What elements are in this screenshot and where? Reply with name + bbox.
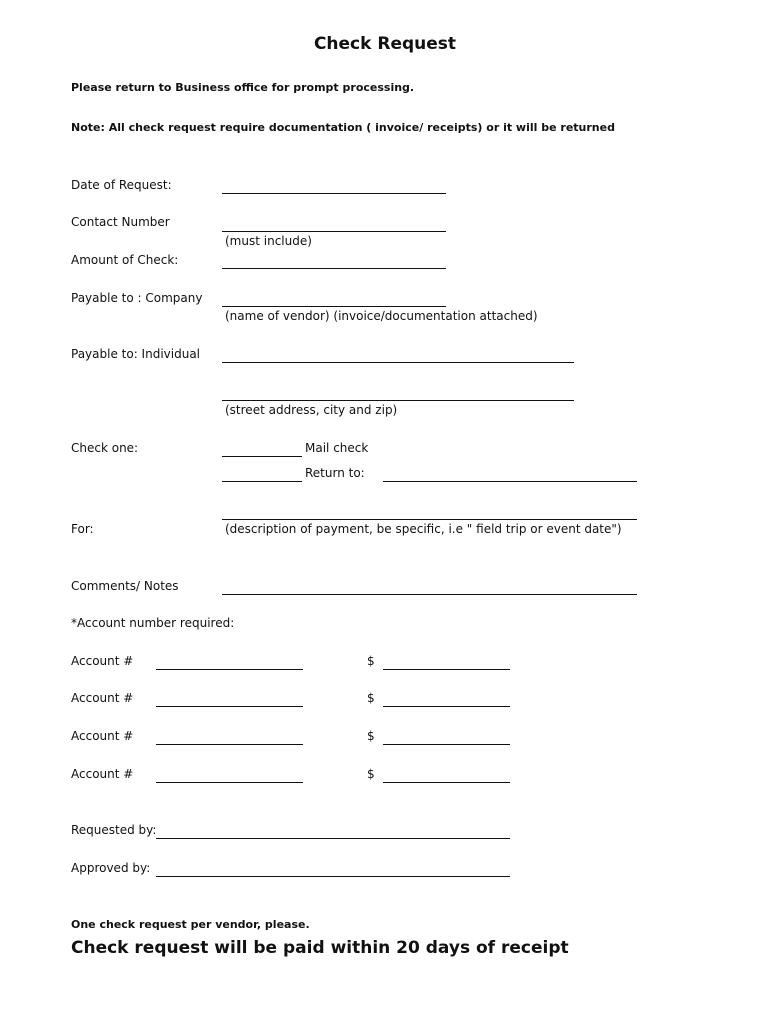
account-label: Account # [71, 691, 134, 705]
approved-by-field[interactable] [156, 876, 510, 877]
payable-individual-label: Payable to: Individual [71, 347, 200, 361]
requested-by-field[interactable] [156, 838, 510, 839]
account-amount-field[interactable] [383, 669, 510, 670]
mail-check-field[interactable] [222, 456, 302, 457]
requested-by-label: Requested by: [71, 823, 157, 837]
approved-by-label: Approved by: [71, 861, 151, 875]
address-hint: (street address, city and zip) [225, 403, 398, 417]
account-number-field[interactable] [156, 782, 303, 783]
dollar-sign: $ [367, 767, 375, 781]
account-label: Account # [71, 729, 134, 743]
for-field[interactable] [222, 519, 637, 520]
for-label: For: [71, 522, 94, 536]
dollar-sign: $ [367, 691, 375, 705]
vendor-note: One check request per vendor, please. [71, 918, 310, 931]
contact-number-label: Contact Number [71, 215, 170, 229]
account-required-label: *Account number required: [71, 616, 235, 630]
payment-note: Check request will be paid within 20 days of receipt [71, 938, 569, 958]
payable-company-label: Payable to : Company [71, 291, 203, 305]
return-to-label: Return to: [305, 466, 365, 480]
payable-individual-field[interactable] [222, 362, 574, 363]
account-number-field[interactable] [156, 669, 303, 670]
return-note: Please return to Business office for prompt processing. [71, 81, 415, 94]
account-amount-field[interactable] [383, 706, 510, 707]
must-include-hint: (must include) [225, 234, 312, 248]
account-amount-field[interactable] [383, 744, 510, 745]
amount-of-check-label: Amount of Check: [71, 253, 179, 267]
account-number-field[interactable] [156, 706, 303, 707]
comments-label: Comments/ Notes [71, 579, 179, 593]
return-to-check-field[interactable] [222, 481, 302, 482]
page-title: Check Request [313, 34, 457, 54]
comments-field[interactable] [222, 594, 637, 595]
check-one-label: Check one: [71, 441, 139, 455]
account-amount-field[interactable] [383, 782, 510, 783]
address-field[interactable] [222, 400, 574, 401]
dollar-sign: $ [367, 654, 375, 668]
account-label: Account # [71, 767, 134, 781]
contact-number-field[interactable] [222, 231, 446, 232]
dollar-sign: $ [367, 729, 375, 743]
for-hint: (description of payment, be specific, i.e " field trip or event date") [225, 522, 622, 536]
account-number-field[interactable] [156, 744, 303, 745]
date-of-request-field[interactable] [222, 193, 446, 194]
vendor-hint: (name of vendor) (invoice/documentation attached) [225, 309, 538, 323]
account-label: Account # [71, 654, 134, 668]
amount-of-check-field[interactable] [222, 268, 446, 269]
documentation-note: Note: All check request require documentation ( invoice/ receipts) or it will be returned [71, 121, 615, 134]
date-of-request-label: Date of Request: [71, 178, 172, 192]
mail-check-label: Mail check [305, 441, 369, 455]
return-to-field[interactable] [383, 481, 637, 482]
payable-company-field[interactable] [222, 306, 446, 307]
